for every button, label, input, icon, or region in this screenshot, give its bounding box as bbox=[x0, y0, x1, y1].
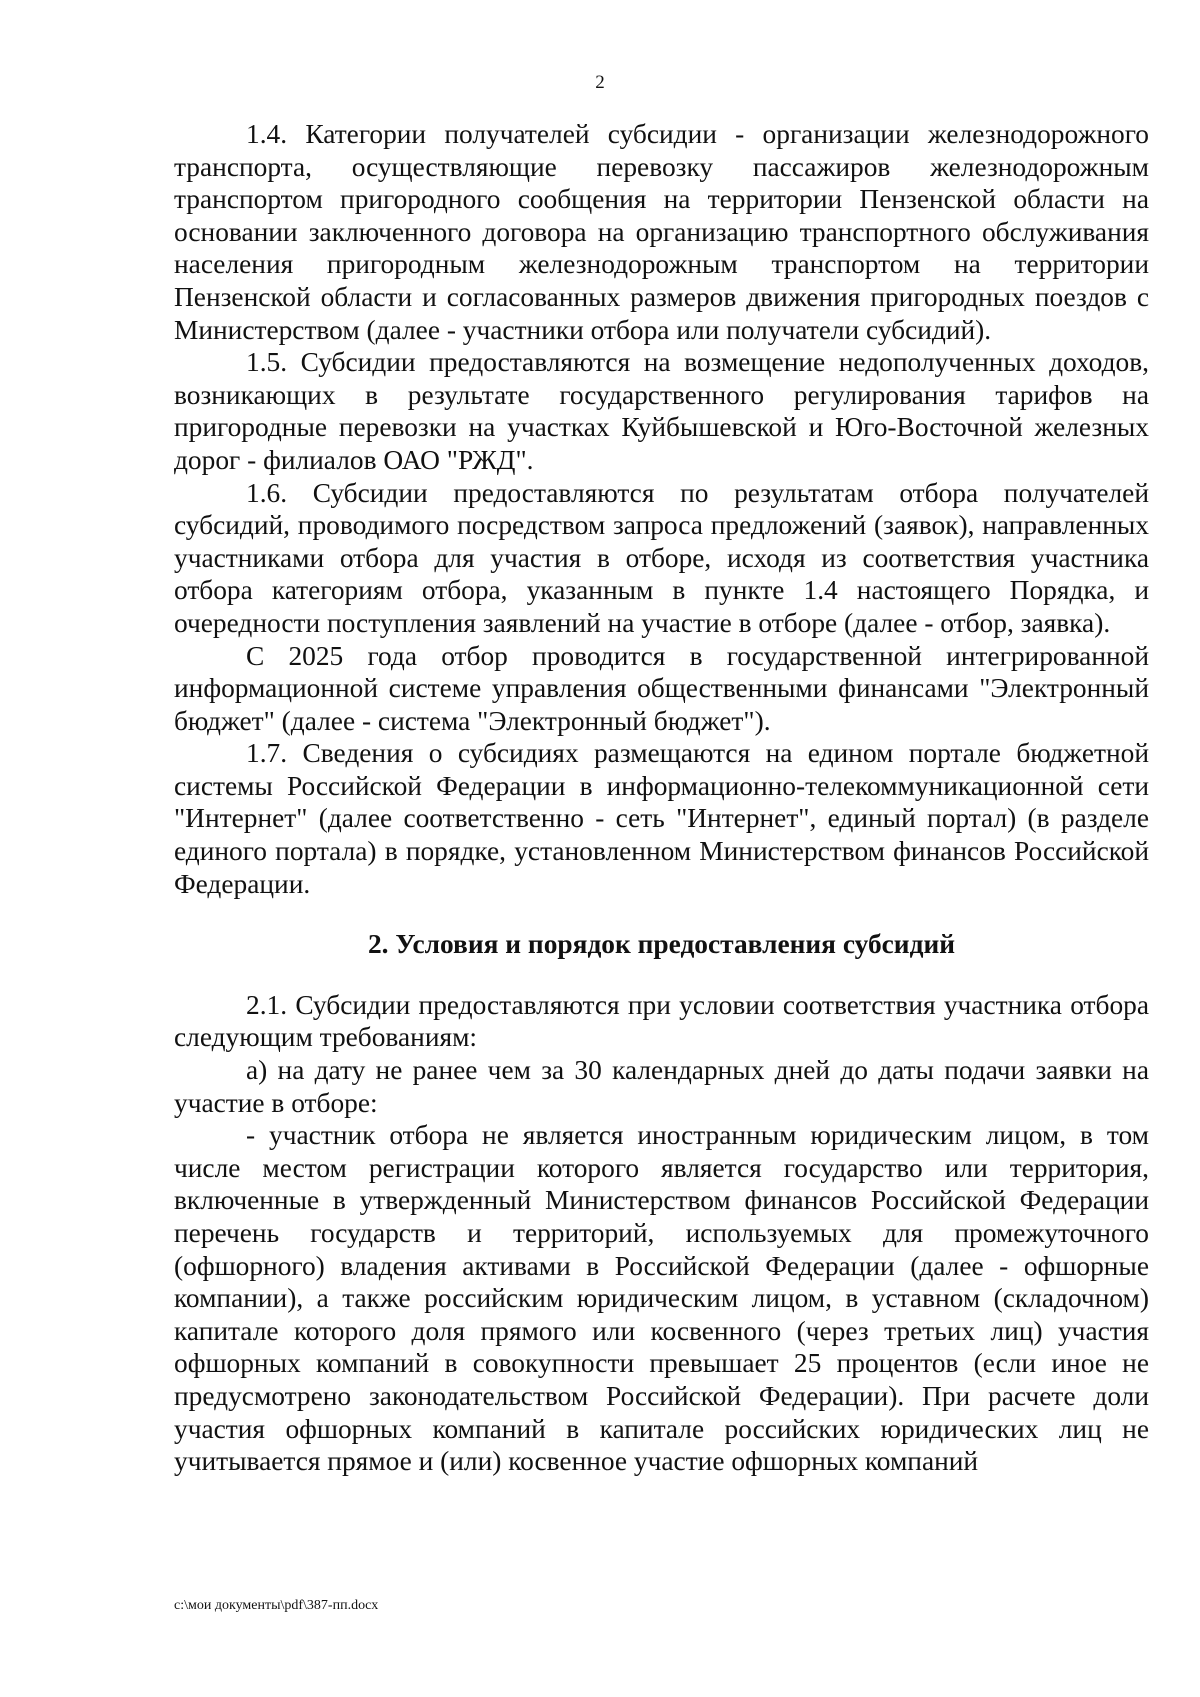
paragraph-2-1-a: а) на дату не ранее чем за 30 календарных дней до даты подачи заявки на участие в отборе: bbox=[174, 1055, 1149, 1118]
paragraph-1-7: 1.7. Сведения о субсидиях размещаются на едином портале бюджетной системы Российской Федерации в информационно-телекоммуникационной сети "Интернет" (далее соответственно - сеть "Интернет", единый портал) (в разделе единого портала) в порядке, установленном Министерством финансов Российской Федерации. bbox=[174, 738, 1149, 899]
paragraph-offshore-requirement: - участник отбора не является иностранным юридическим лицом, в том числе местом регистрации которого является государство или территория, включенные в утвержденный Министерством финансов Российской Федерации перечень государств и территорий, используемых для промежуточного (офшорного) владения активами в Российской Федерации (далее - офшорные компании), а также российским юридическим лицом, в уставном (складочном) капитале которого доля прямого или косвенного (через третьих лиц) участия офшорных компаний в совокупности превышает 25 процентов (если иное не предусмотрено законодательством Российской Федерации). При расчете доли участия офшорных компаний в капитале российских юридических лиц не учитывается прямое и (или) косвенное участие офшорных компаний bbox=[174, 1120, 1149, 1477]
section-heading: 2. Условия и порядок предоставления субсидий bbox=[367, 929, 956, 960]
paragraph-2-1: 2.1. Субсидии предоставляются при условии соответствия участника отбора следующим требованиям: bbox=[174, 989, 1149, 1053]
footer-file-path: c:\мои документы\pdf\387-пп.docx bbox=[174, 1598, 379, 1613]
paragraph-1-4: 1.4. Категории получателей субсидии - организации железнодорожного транспорта, осуществляющие перевозку пассажиров железнодорожным транспортом пригородного сообщения на территории Пензенской области на основании заключенного договора на организацию транспортного обслуживания населения пригородным железнодорожным транспортом на территории Пензенской области и согласованных размеров движения пригородных поездов с Министерством (далее - участники отбора или получатели субсидий). bbox=[174, 119, 1149, 345]
paragraph-1-6: 1.6. Субсидии предоставляются по результатам отбора получателей субсидий, проводимого посредством запроса предложений (заявок), направленных участниками отбора для участия в отборе, исходя из соответствия участника отбора категориям отбора, указанным в пункте 1.4 настоящего Порядка, и очередности поступления заявлений на участие в отборе (далее - отбор, заявка). bbox=[174, 477, 1149, 638]
document-body bbox=[174, 118, 1149, 1478]
page-number: 2 bbox=[595, 72, 605, 93]
paragraph-2025-selection: С 2025 года отбор проводится в государственной интегрированной информационной системе управления общественными финансами "Электронный бюджет" (далее - система "Электронный бюджет"). bbox=[174, 640, 1149, 736]
paragraph-1-5: 1.5. Субсидии предоставляются на возмещение недополученных доходов, возникающих в результате государственного регулирования тарифов на пригородные перевозки на участках Куйбышевской и Юго-Восточной железных дорог - филиалов ОАО "РЖД". bbox=[174, 347, 1149, 475]
